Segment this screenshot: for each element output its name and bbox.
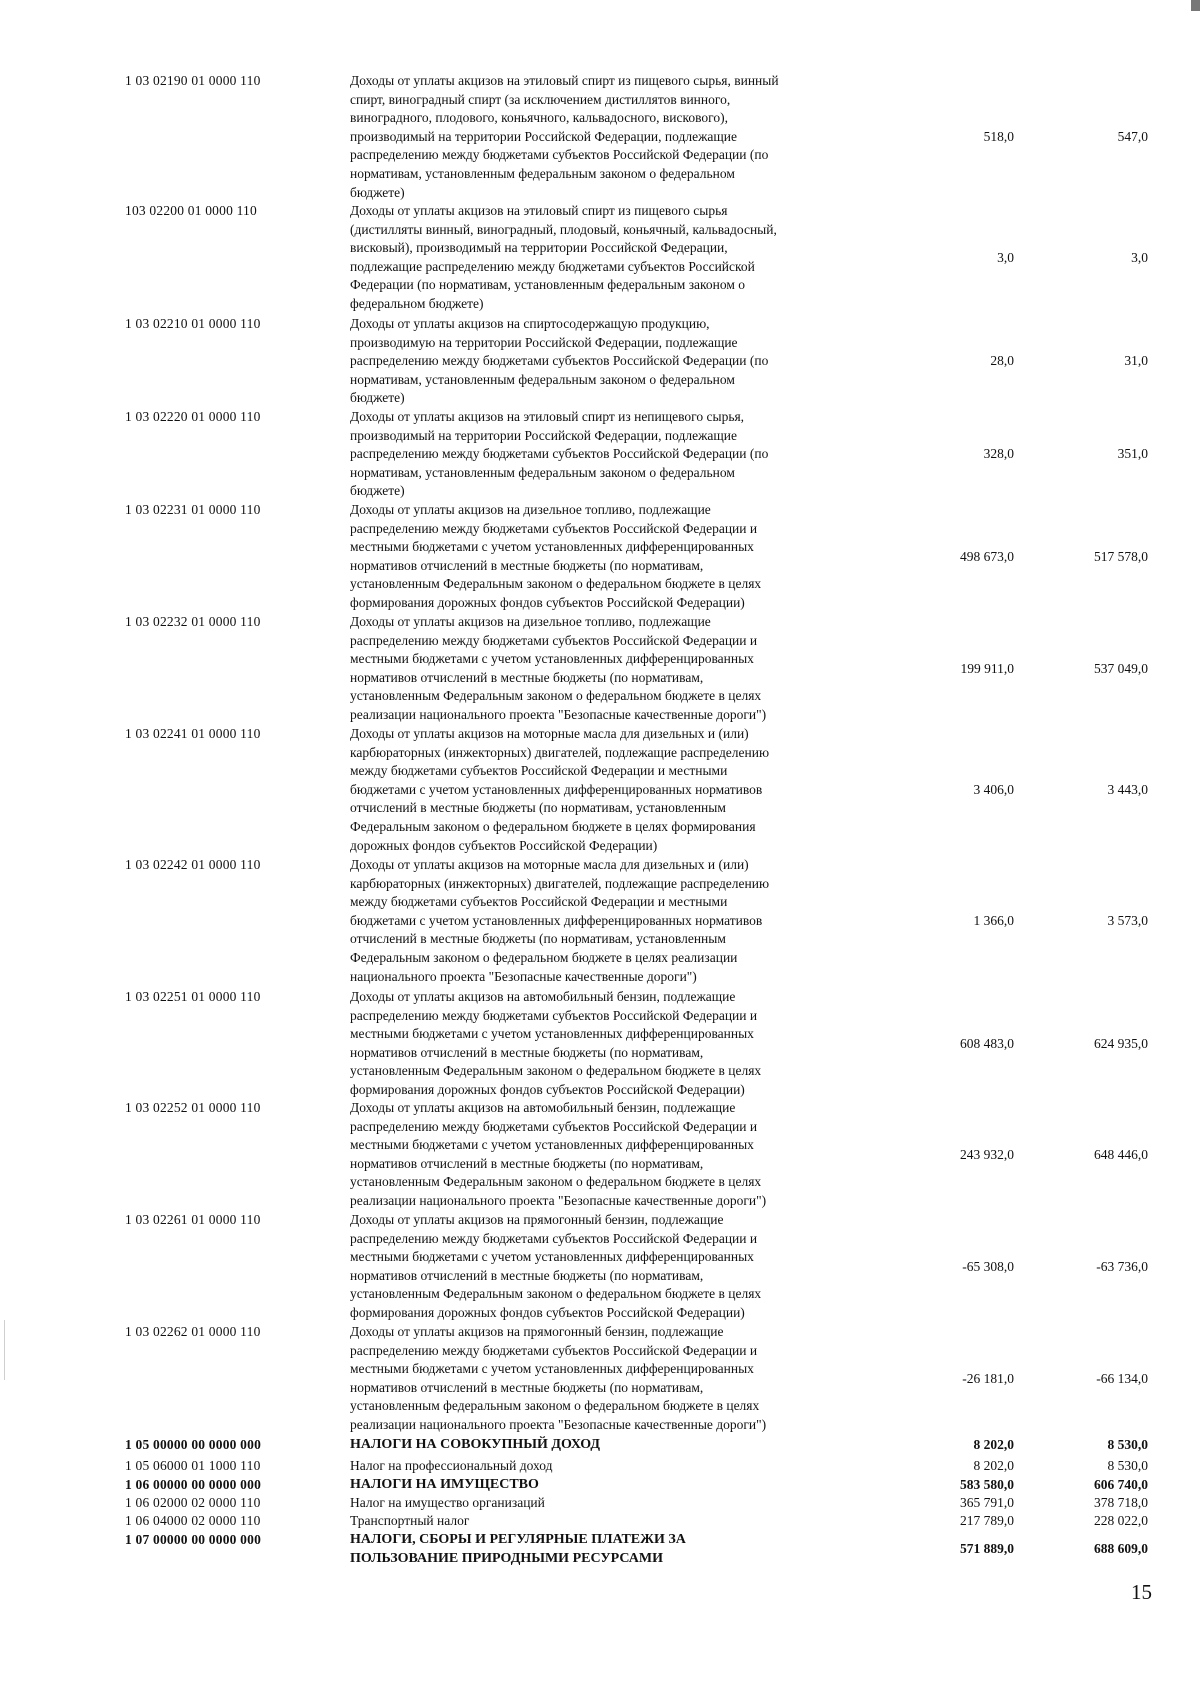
value-year-1: 498 673,0	[960, 549, 1014, 564]
budget-code: 1 03 02252 01 0000 110	[125, 1100, 261, 1115]
page-number: 15	[1131, 1580, 1152, 1604]
scan-artifact-left-edge	[4, 1320, 5, 1380]
revenue-name: Доходы от уплаты акцизов на моторные масла для дизельных и (или) карбюраторных (инжекторных) двигателей, подлежащие распределению между бюджетами субъектов Российской Федерации и местными бюджетами с учетом установленных дифференцированных нормативов отчислений в местные бюджеты (по нормативам, установленным Федеральным законом о федеральном бюджете в целях реализации национального проекта "Безопасные качественные дороги")	[350, 857, 770, 984]
revenue-name: НАЛОГИ НА СОВОКУПНЫЙ ДОХОД	[350, 1437, 601, 1452]
revenue-name: Доходы от уплаты акцизов на автомобильный бензин, подлежащие распределению между бюджетами субъектов Российской Федерации и местными бюджетами с учетом установленных дифференцированных нормативов отчислений в местные бюджеты (по нормативам, установленным Федеральным законом о федеральном бюджете в целях формирования дорожных фондов субъектов Российской Федерации)	[350, 989, 762, 1097]
budget-code: 1 05 06000 01 1000 110	[125, 1458, 261, 1473]
budget-code: 1 03 02261 01 0000 110	[125, 1212, 261, 1227]
value-year-1: 3 406,0	[973, 782, 1014, 797]
value-year-1: 217 789,0	[960, 1513, 1014, 1528]
budget-code: 1 03 02251 01 0000 110	[125, 989, 261, 1004]
value-year-1: 608 483,0	[960, 1036, 1014, 1051]
budget-code: 1 06 02000 02 0000 110	[125, 1495, 261, 1510]
revenue-name: Доходы от уплаты акцизов на автомобильный бензин, подлежащие распределению между бюджетами субъектов Российской Федерации и местными бюджетами с учетом установленных дифференцированных нормативов отчислений в местные бюджеты (по нормативам, установленным Федеральным законом о федеральном бюджете в целях реализации национального проекта "Безопасные качественные дороги")	[350, 1100, 767, 1208]
budget-code: 1 06 04000 02 0000 110	[125, 1513, 261, 1528]
value-year-1: 1 366,0	[973, 913, 1014, 928]
budget-code: 1 06 00000 00 0000 000	[125, 1477, 262, 1492]
value-year-2: 547,0	[1117, 129, 1148, 144]
value-year-2: 3 573,0	[1107, 913, 1148, 928]
revenue-name: Доходы от уплаты акцизов на этиловый спирт из непищевого сырья, производимый на территории Российской Федерации, подлежащие распределению между бюджетами субъектов Российской Федерации (по нормативам, установленным федеральным законом о федеральном бюджете)	[350, 409, 769, 499]
value-year-2: 378 718,0	[1094, 1495, 1148, 1510]
value-year-2: 537 049,0	[1094, 661, 1148, 676]
revenue-name: НАЛОГИ, СБОРЫ И РЕГУЛЯРНЫЕ ПЛАТЕЖИ ЗА ПОЛЬЗОВАНИЕ ПРИРОДНЫМИ РЕСУРСАМИ	[350, 1532, 686, 1566]
value-year-1: 8 202,0	[973, 1458, 1014, 1473]
value-year-2: 648 446,0	[1094, 1147, 1148, 1162]
value-year-2: 31,0	[1124, 353, 1148, 368]
budget-code: 1 03 02241 01 0000 110	[125, 726, 261, 741]
value-year-2: 517 578,0	[1094, 549, 1148, 564]
value-year-2: 351,0	[1117, 446, 1148, 461]
budget-code: 1 03 02231 01 0000 110	[125, 502, 261, 517]
value-year-2: 8 530,0	[1107, 1458, 1148, 1473]
value-year-1: 583 580,0	[960, 1477, 1014, 1492]
value-year-2: 8 530,0	[1107, 1437, 1148, 1452]
value-year-2: -63 736,0	[1096, 1259, 1148, 1274]
value-year-2: 3 443,0	[1107, 782, 1148, 797]
revenue-name: Налог на профессиональный доход	[350, 1458, 553, 1473]
revenue-name: Транспортный налог	[350, 1513, 470, 1528]
revenue-name: Доходы от уплаты акцизов на прямогонный бензин, подлежащие распределению между бюджетами субъектов Российской Федерации и местными бюджетами с учетом установленных дифференцированных нормативов отчислений в местные бюджеты (по нормативам, установленным федеральным законом о федеральном бюджете в целях реализации национального проекта "Безопасные качественные дороги")	[350, 1324, 767, 1432]
value-year-2: 3,0	[1131, 250, 1148, 265]
value-year-1: -65 308,0	[962, 1259, 1014, 1274]
value-year-1: 365 791,0	[960, 1495, 1014, 1510]
budget-code: 1 03 02210 01 0000 110	[125, 316, 261, 331]
budget-code: 1 03 02220 01 0000 110	[125, 409, 261, 424]
value-year-2: 3,0	[997, 250, 1014, 265]
value-year-1: 518,0	[983, 129, 1014, 144]
revenue-name: Доходы от уплаты акцизов на дизельное топливо, подлежащие распределению между бюджетами субъектов Российской Федерации и местными бюджетами с учетом установленных дифференцированных нормативов отчислений в местные бюджеты (по нормативам, установленным Федеральным законом о федеральном бюджете в целях формирования дорожных фондов субъектов Российской Федерации)	[350, 502, 762, 610]
revenue-name: Доходы от уплаты акцизов на прямогонный бензин, подлежащие распределению между бюджетами субъектов Российской Федерации и местными бюджетами с учетом установленных дифференцированных нормативов отчислений в местные бюджеты (по нормативам, установленным Федеральным законом о федеральном бюджете в целях формирования дорожных фондов субъектов Российской Федерации)	[350, 1212, 762, 1320]
value-year-1: 243 932,0	[960, 1147, 1014, 1162]
value-year-1: 28,0	[990, 353, 1014, 368]
value-year-1: 328,0	[983, 446, 1014, 461]
revenue-name: Налог на имущество организаций	[350, 1495, 545, 1510]
budget-code: 1 03 02262 01 0000 110	[125, 1324, 261, 1339]
revenue-name: НАЛОГИ НА ИМУЩЕСТВО	[350, 1477, 539, 1492]
budget-code: 1 05 00000 00 0000 000	[125, 1437, 262, 1452]
budget-code: 103 02200 01 0000 110	[125, 203, 257, 218]
value-year-1: 8 202,0	[973, 1437, 1014, 1452]
value-year-2: 606 740,0	[1094, 1477, 1148, 1492]
revenue-name: Доходы от уплаты акцизов на этиловый спирт из пищевого сырья, винный спирт, виноградный спирт (за исключением дистиллятов винного, виноградного, плодового, коньячного, кальвадосного, вискового), производимый на территории Российской Федерации, подлежащие распределению между бюджетами субъектов Российской Федерации (по нормативам, установленным федеральным законом о федеральном бюджете)	[350, 73, 779, 200]
value-year-1: -26 181,0	[962, 1371, 1014, 1386]
value-year-2: 228 022,0	[1094, 1513, 1148, 1528]
value-year-2: 688 609,0	[1094, 1541, 1148, 1556]
revenue-name: Доходы от уплаты акцизов на моторные масла для дизельных и (или) карбюраторных (инжекторных) двигателей, подлежащие распределению между бюджетами субъектов Российской Федерации и местными бюджетами с учетом установленных дифференцированных нормативов отчислений в местные бюджеты (по нормативам, установленным Федеральным законом о федеральном бюджете в целях формирования дорожных фондов субъектов Российской Федерации)	[350, 726, 770, 853]
revenue-name: Доходы от уплаты акцизов на этиловый спирт из пищевого сырья (дистилляты винный, виноградный, плодовый, коньячный, кальвадосный, висковый), производимый на территории Российской Федерации, подлежащие распределению между бюджетами субъектов Российской Федерации (по нормативам, установленным федеральным законом о федеральном бюджете)	[350, 203, 777, 311]
budget-code: 1 03 02190 01 0000 110	[125, 73, 261, 88]
value-year-1: 571 889,0	[960, 1541, 1014, 1556]
revenue-name: Доходы от уплаты акцизов на спиртосодержащую продукцию, производимую на территории Российской Федерации, подлежащие распределению между бюджетами субъектов Российской Федерации (по нормативам, установленным федеральным законом о федеральном бюджете)	[350, 316, 769, 406]
value-year-1: 199 911,0	[960, 661, 1014, 676]
budget-code: 1 07 00000 00 0000 000	[125, 1532, 262, 1547]
scan-artifact-top-right	[1191, 0, 1200, 11]
revenue-name: Доходы от уплаты акцизов на дизельное топливо, подлежащие распределению между бюджетами субъектов Российской Федерации и местными бюджетами с учетом установленных дифференцированных нормативов отчислений в местные бюджеты (по нормативам, установленным Федеральным законом о федеральном бюджете в целях реализации национального проекта "Безопасные качественные дороги")	[350, 614, 767, 722]
value-year-2: 624 935,0	[1094, 1036, 1148, 1051]
value-year-2: -66 134,0	[1096, 1371, 1148, 1386]
budget-code: 1 03 02232 01 0000 110	[125, 614, 261, 629]
budget-code: 1 03 02242 01 0000 110	[125, 857, 261, 872]
